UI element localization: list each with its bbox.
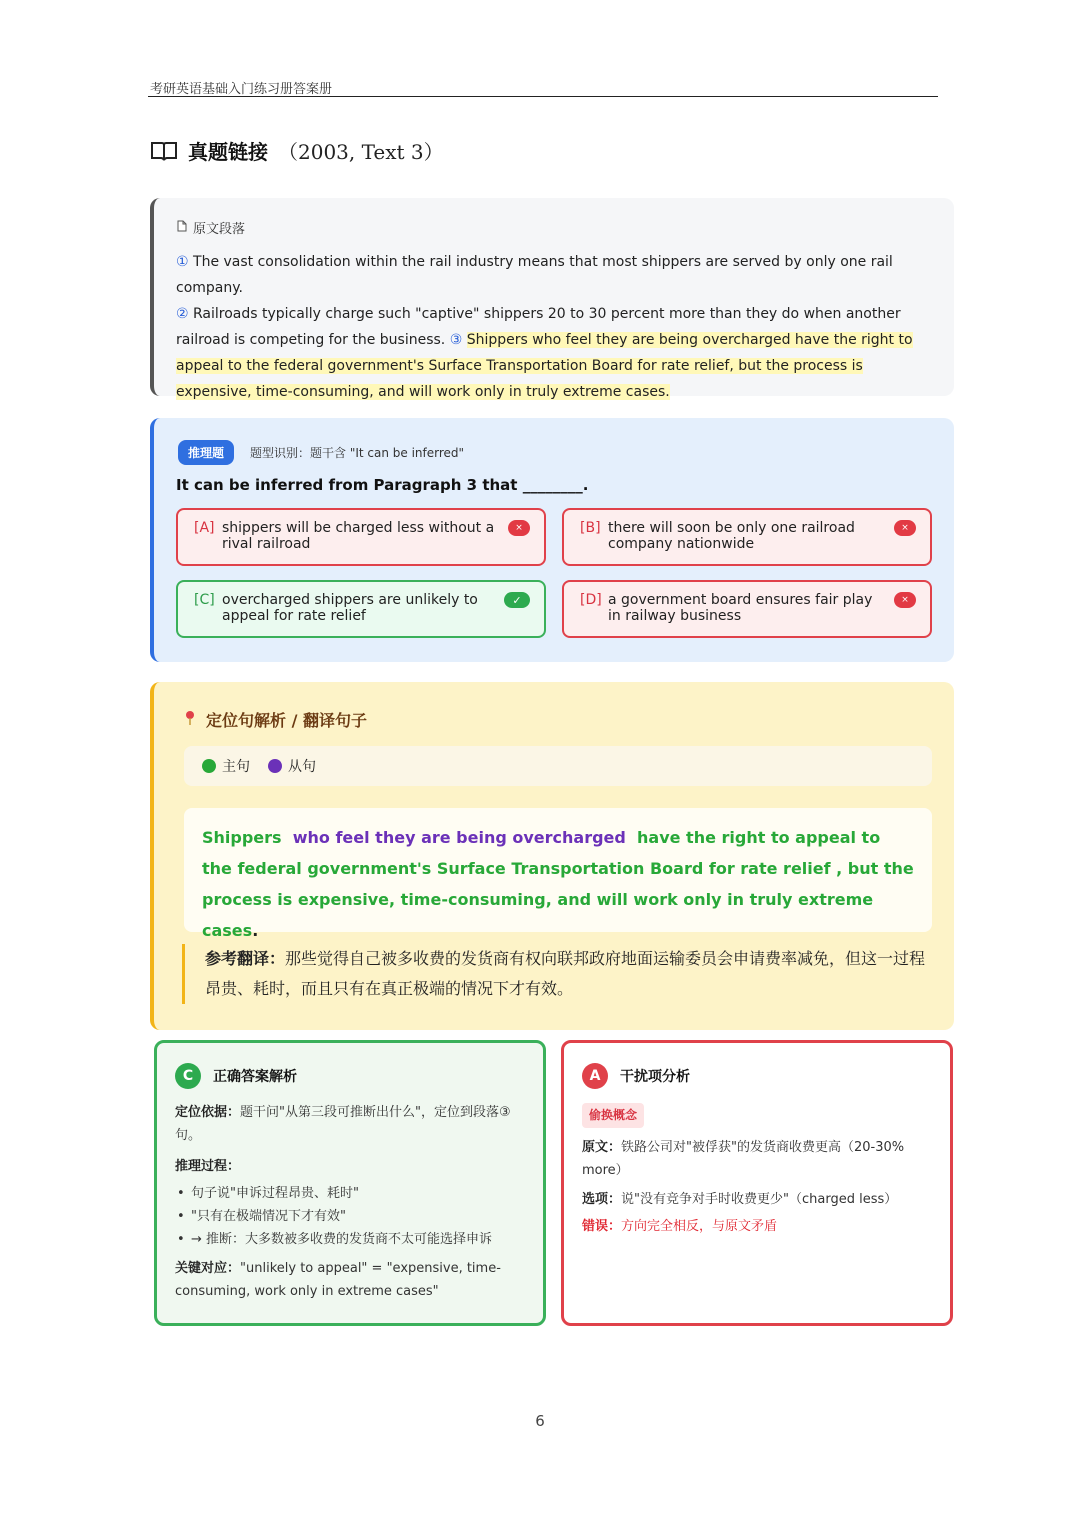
page-number: 6 <box>535 1412 545 1430</box>
wrong-mark-icon: × <box>894 592 916 608</box>
section-source: （2003, Text 3） <box>278 140 444 164</box>
distractor-card <box>561 1040 953 1326</box>
process-label: 推理过程： <box>175 1159 241 1174</box>
list-item: • 句子说"申诉过程昂贵、耗时" <box>175 1182 525 1205</box>
option-c[interactable]: [C] overcharged shippers are unlikely to appeal for rate relief ✓ <box>176 580 546 638</box>
location-pin-icon <box>184 710 196 730</box>
passage-card <box>150 198 954 400</box>
legend-sub-clause: 从句 <box>268 756 316 776</box>
reference-translation <box>182 944 930 1004</box>
list-item: • → 推断：大多数被多收费的发货商不太可能选择申诉 <box>175 1228 525 1251</box>
error-line: 错误：方向完全相反，与原文矛盾 <box>582 1219 778 1234</box>
answer-badge: C <box>175 1063 201 1089</box>
main-clause-subject: Shippers <box>202 828 282 847</box>
option-d[interactable]: [D] a government board ensures fair play in railway business × <box>562 580 932 638</box>
passage-sentence-3: Shippers who feel they are being overcharged have the right to appeal to the federal government's Surface Transportation Board for rate relief, but the process is expensive, time-consuming, and will work only in truly extreme cases. <box>176 332 913 400</box>
analyzed-sentence: Shippers who feel they are being overcharged have the right to appeal to the federal government's Surface Transportation Board for rate relief , but the process is expensive, time-consuming, and will work only in truly extreme cases. <box>184 808 932 932</box>
distractor-card-body <box>582 1103 932 1238</box>
purple-dot-icon <box>268 759 282 773</box>
correct-card-title: 正确答案解析 <box>213 1069 297 1085</box>
question-card <box>150 418 954 662</box>
key-correspondence: 关键对应："unlikely to appeal" = "expensive, time-consuming, work only in extreme cases" <box>175 1261 501 1299</box>
wrong-mark-icon: × <box>894 520 916 536</box>
check-mark-icon: ✓ <box>504 592 530 608</box>
section-title <box>150 136 444 165</box>
concept-tag: 偷换概念 <box>582 1103 644 1128</box>
open-book-icon <box>150 140 178 162</box>
header-rule <box>148 96 938 97</box>
passage-label: 原文段落 <box>176 218 932 237</box>
analysis-title: 定位句解析 / 翻译句子 <box>184 708 367 731</box>
analysis-card <box>150 682 954 1030</box>
green-dot-icon <box>202 759 216 773</box>
sentence-number-1: ① <box>176 254 189 270</box>
document-icon <box>176 220 188 236</box>
translation-text: 那些觉得自己被多收费的发货商有权向联邦政府地面运输委员会申请费率减免，但这一过程昂贵、耗时，而且只有在真正极端的情况下才有效。 <box>205 949 926 998</box>
correct-card-body <box>175 1101 525 1303</box>
list-item: • "只有在极端情况下才有效" <box>175 1205 525 1228</box>
option-b[interactable]: [B] there will soon be only one railroad company nationwide × <box>562 508 932 566</box>
distractor-card-title: 干扰项分析 <box>620 1069 690 1085</box>
clause-legend <box>184 746 932 786</box>
distractor-badge: A <box>582 1063 608 1089</box>
legend-main-clause: 主句 <box>202 756 250 776</box>
correct-card-head <box>175 1063 297 1089</box>
question-type-identification: 题型识别：题干含 "It can be inferred" <box>250 446 465 460</box>
basis-line: 定位依据：题干问"从第三段可推断出什么"，定位到段落③句。 <box>175 1105 511 1143</box>
main-clause-coordinate: , but the process is expensive, time-consuming, and will work only in truly extreme cases <box>202 859 914 940</box>
wrong-mark-icon: × <box>508 520 530 536</box>
process-list <box>175 1182 525 1251</box>
option-line: 选项：说"没有竞争对手时收费更少"（charged less） <box>582 1192 898 1207</box>
sentence-number-3: ③ <box>449 332 463 348</box>
option-a[interactable]: [A] shippers will be charged less without a rival railroad × <box>176 508 546 566</box>
running-head: 考研英语基础入门练习册答案册 <box>150 82 333 97</box>
passage-text <box>176 249 932 405</box>
original-line: 原文：铁路公司对"被俘获"的发货商收费更高（20-30% more） <box>582 1140 905 1178</box>
distractor-card-head <box>582 1063 690 1089</box>
main-clause-predicate: have the right to appeal to the federal government's Surface Transportation Board for rate relief <box>202 828 881 878</box>
section-title-text: 真题链接 <box>188 140 268 164</box>
sentence-number-2: ② <box>176 306 189 322</box>
relative-clause: who feel they are being overcharged <box>292 828 626 847</box>
question-stem: It can be inferred from Paragraph 3 that ________. <box>176 476 589 494</box>
question-type-badge: 推理题 <box>178 440 234 465</box>
passage-sentence-2: Railroads typically charge such "captive" shippers 20 to 30 percent more than they do when another railroad is competing for the business. <box>176 306 901 348</box>
correct-answer-card <box>154 1040 546 1326</box>
passage-sentence-1: The vast consolidation within the rail industry means that most shippers are served by only one rail company. <box>176 254 893 296</box>
translation-label: 参考翻译： <box>205 949 286 968</box>
